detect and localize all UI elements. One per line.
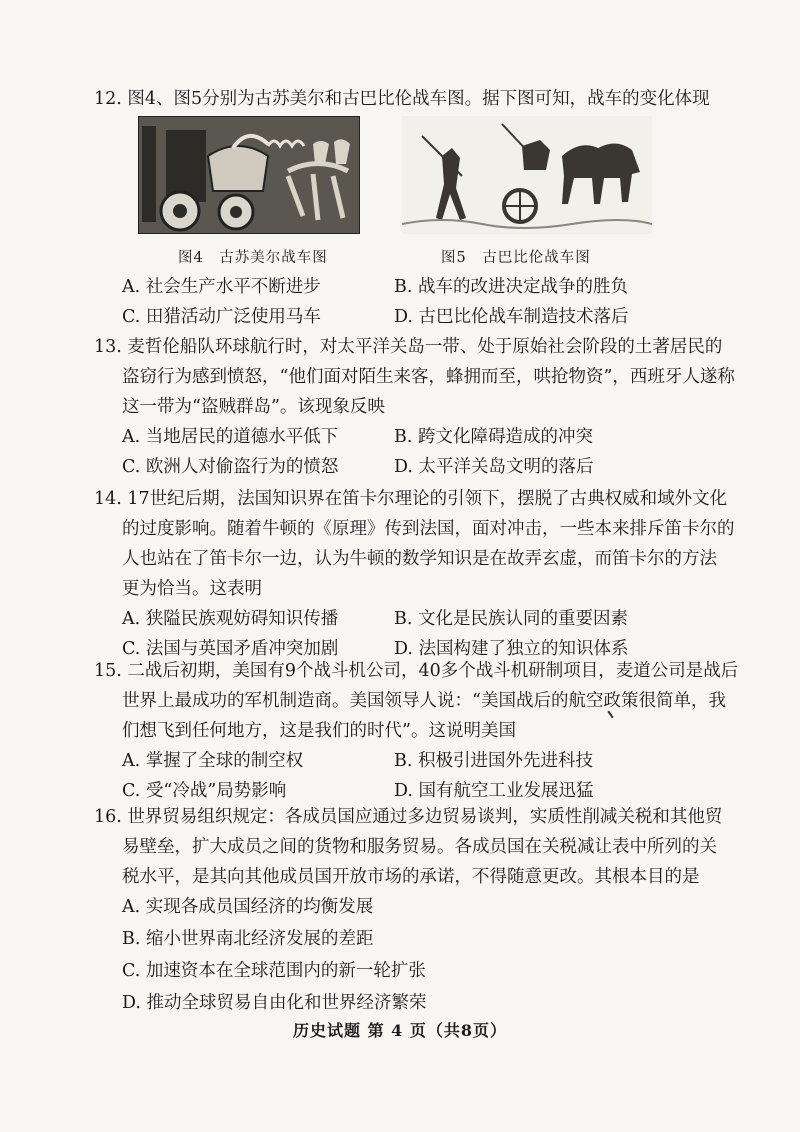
- option-b: B. 缩小世界南北经济发展的差距: [122, 929, 374, 949]
- question-12: [94, 84, 726, 114]
- option-d: D. 推动全球贸易自由化和世界经济繁荣: [122, 993, 427, 1013]
- question-13-line-1: 13. 麦哲伦船队环球航行时，对太平洋关岛一带、处于原始社会阶段的土著居民的: [94, 337, 723, 357]
- option-b: B. 战车的改进决定战争的胜负: [394, 277, 628, 297]
- figure-4-caption: 图4 古苏美尔战车图: [178, 250, 328, 266]
- option-c: C. 田猎活动广泛使用马车: [122, 307, 321, 327]
- option-d: D. 太平洋关岛文明的落后: [394, 457, 594, 477]
- option-a: A. 狭隘民族观妨碍知识传播: [122, 609, 339, 629]
- question-15-line-1: 15. 二战后初期，美国有9个战斗机公司，40多个战斗机研制项目，麦道公司是战后: [94, 661, 739, 681]
- option-b: B. 跨文化障碍造成的冲突: [394, 427, 593, 447]
- figures-12: [138, 116, 658, 266]
- question-13-line-2: 盗窃行为感到愤怒，“他们面对陌生来客，蜂拥而至，哄抢物资”，西班牙人遂称: [122, 367, 735, 387]
- question-14-line-4: 更为恰当。这表明: [122, 579, 262, 599]
- question-12-options: [94, 272, 726, 332]
- option-d: D. 古巴比伦战车制造技术落后: [394, 307, 629, 327]
- question-12-stem: 12. 图4、图5分别为古苏美尔和古巴比伦战车图。据下图可知，战车的变化体现: [94, 89, 710, 109]
- option-d: D. 法国构建了独立的知识体系: [394, 639, 629, 659]
- figure-5-caption: 图5 古巴比伦战车图: [441, 250, 591, 266]
- question-16-line-3: 税水平，是其向其他成员国开放市场的承诺，不得随意更改。其根本目的是: [122, 867, 700, 887]
- option-a: A. 社会生产水平不断进步: [122, 277, 321, 297]
- option-c: C. 加速资本在全球范围内的新一轮扩张: [122, 961, 426, 981]
- question-15-line-2: 世界上最成功的军机制造商。美国领导人说：“美国战后的航空政策很简单，我: [122, 691, 726, 711]
- question-15-line-3: 们想飞到任何地方，这是我们的时代”。这说明美国: [122, 721, 516, 741]
- option-b: B. 积极引进国外先进科技: [394, 751, 593, 771]
- question-16-line-1: 16. 世界贸易组织规定：各成员国应通过多边贸易谈判，实质性削减关税和其他贸: [94, 807, 723, 827]
- page-footer: 历史试题 第 4 页（共8页）: [293, 1021, 507, 1040]
- option-c: C. 欧洲人对偷盗行为的愤怒: [122, 457, 339, 477]
- question-14: [94, 484, 735, 664]
- option-c: C. 受“冷战”局势影响: [122, 781, 287, 801]
- question-13: [94, 332, 735, 482]
- question-14-line-2: 的过度影响。随着牛顿的《原理》传到法国，面对冲击，一些本来排斥笛卡尔的: [122, 519, 735, 539]
- option-a: A. 实现各成员国经济的均衡发展: [122, 897, 374, 917]
- sumerian-chariot-image: [138, 116, 360, 234]
- question-14-line-3: 人也站在了笛卡尔一边，认为牛顿的数学知识是在故弄玄虚，而笛卡尔的方法: [122, 549, 717, 569]
- question-16-line-2: 易壁垒，扩大成员之间的货物和服务贸易。各成员国在关税减让表中所列的关: [122, 837, 717, 857]
- option-a: A. 当地居民的道德水平低下: [122, 427, 339, 447]
- question-15: [94, 656, 739, 806]
- question-13-line-3: 这一带为“盗贼群岛”。该现象反映: [122, 397, 385, 417]
- option-c: C. 法国与英国矛盾冲突加剧: [122, 639, 339, 659]
- option-b: B. 文化是民族认同的重要因素: [394, 609, 628, 629]
- option-d: D. 国有航空工业发展迅猛: [394, 781, 594, 801]
- question-16: [94, 802, 726, 1020]
- figure-4-sumerian-chariot: [138, 116, 360, 234]
- question-14-line-1: 14. 17世纪后期，法国知识界在笛卡尔理论的引领下，摆脱了古典权威和域外文化: [94, 489, 728, 509]
- option-a: A. 掌握了全球的制空权: [122, 751, 304, 771]
- babylonian-chariot-image: [402, 116, 652, 234]
- figure-5-babylonian-chariot: [402, 116, 652, 234]
